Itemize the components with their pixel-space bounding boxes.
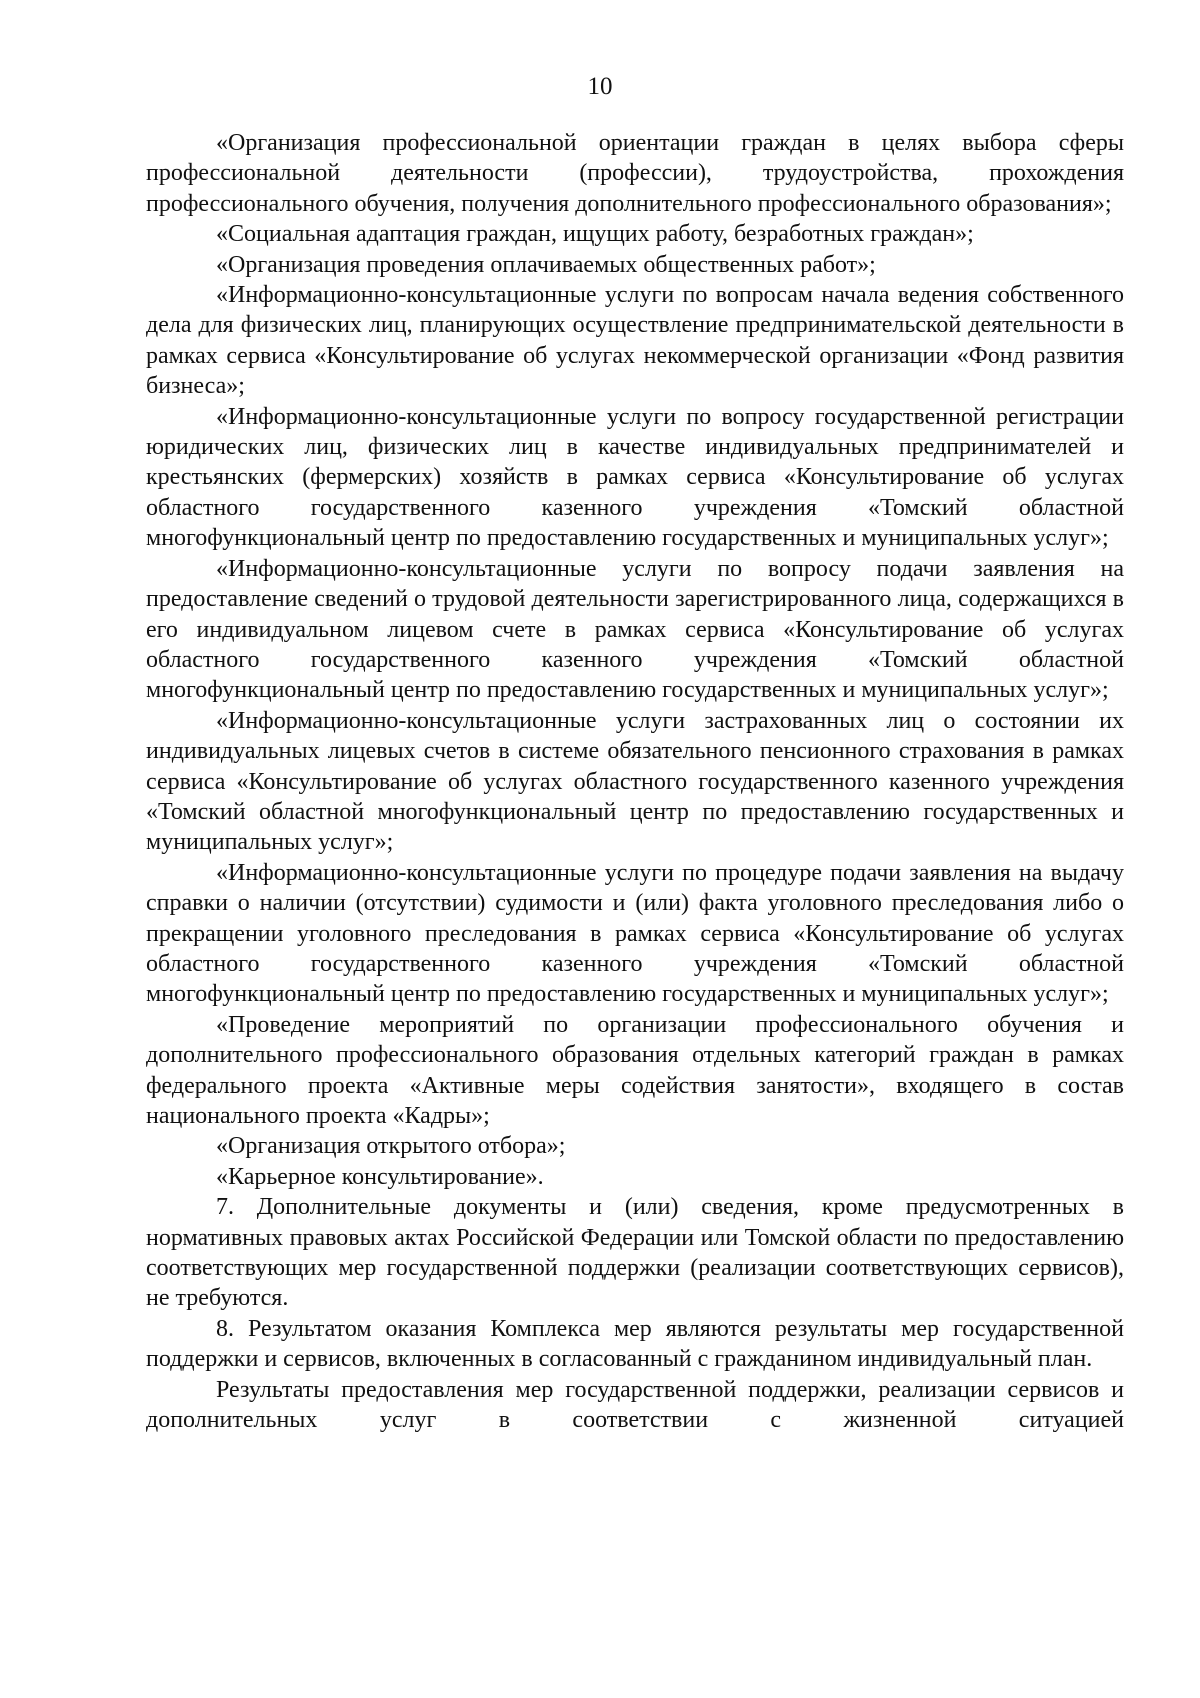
paragraph-career-consulting: «Карьерное консультирование». (216, 1163, 544, 1190)
paragraph-career-guidance: «Организация профессиональной ориентации граждан в целях выбора сферы профессиональной деятельности (профессии), трудоустройства, прохождения профессионального обучения, получения дополнительного профессионального образования»; (146, 130, 1124, 217)
paragraph-item-7: 7. Дополнительные документы и (или) сведения, кроме предусмотренных в нормативных правовых актах Российской Федерации или Томской области по предоставлению соответствующих мер государственной поддержки (реализации соответствующих сервисов), не требуются. (146, 1194, 1124, 1312)
paragraph-results-continued: Результаты предоставления мер государственной поддержки, реализации сервисов и дополнительных услуг в соответствии с жизненной ситуацией (146, 1376, 1124, 1434)
paragraph-labor-info-consulting: «Информационно-консультационные услуги по вопросу подачи заявления на предоставление сведений о трудовой деятельности зарегистрированного лица, содержащихся в его индивидуальном лицевом счете в рамках сервиса «Консультирование об услугах областного государственного казенного учреждения «Томский областной многофункциональный центр по предоставлению государственных и муниципальных услуг»; (146, 555, 1124, 704)
paragraph-pension-accounts-consulting: «Информационно-консультационные услуги застрахованных лиц о состоянии их индивидуальных лицевых счетов в системе обязательного пенсионного страхования в рамках сервиса «Консультирование об услугах областного государственного казенного учреждения «Томский областной многофункциональный центр по предоставлению государственных и муниципальных услуг»; (146, 707, 1124, 856)
document-body (146, 128, 1124, 1435)
paragraph-item-8: 8. Результатом оказания Комплекса мер являются результаты мер государственной поддержки и сервисов, включенных в согласованный с гражданином индивидуальный план. (146, 1315, 1124, 1373)
paragraph-registration-consulting: «Информационно-консультационные услуги по вопросу государственной регистрации юридических лиц, физических лиц в качестве индивидуальных предпринимателей и крестьянских (фермерских) хозяйств в рамках сервиса «Консультирование об услугах областного государственного казенного учреждения «Томский областной многофункциональный центр по предоставлению государственных и муниципальных услуг»; (146, 403, 1124, 552)
paragraph-business-consulting: «Информационно-консультационные услуги по вопросам начала ведения собственного дела для физических лиц, планирующих осуществление предпринимательской деятельности в рамках сервиса «Консультирование об услугах некоммерческой организации «Фонд развития бизнеса»; (146, 282, 1124, 400)
paragraph-criminal-record-consulting: «Информационно-консультационные услуги по процедуре подачи заявления на выдачу справки о наличии (отсутствии) судимости и (или) факта уголовного преследования либо о прекращении уголовного преследования в рамках сервиса «Консультирование об услугах областного государственного казенного учреждения «Томский областной многофункциональный центр по предоставлению государственных и муниципальных услуг»; (146, 859, 1124, 1008)
paragraph-open-selection: «Организация открытого отбора»; (216, 1133, 566, 1160)
paragraph-public-works: «Организация проведения оплачиваемых общественных работ»; (216, 251, 876, 278)
page-number: 10 (587, 73, 613, 100)
paragraph-professional-training: «Проведение мероприятий по организации профессионального обучения и дополнительного профессионального образования отдельных категорий граждан в рамках федерального проекта «Активные меры содействия занятости», входящего в состав национального проекта «Кадры»; (146, 1011, 1124, 1129)
paragraph-social-adaptation: «Социальная адаптация граждан, ищущих работу, безработных граждан»; (216, 221, 974, 248)
